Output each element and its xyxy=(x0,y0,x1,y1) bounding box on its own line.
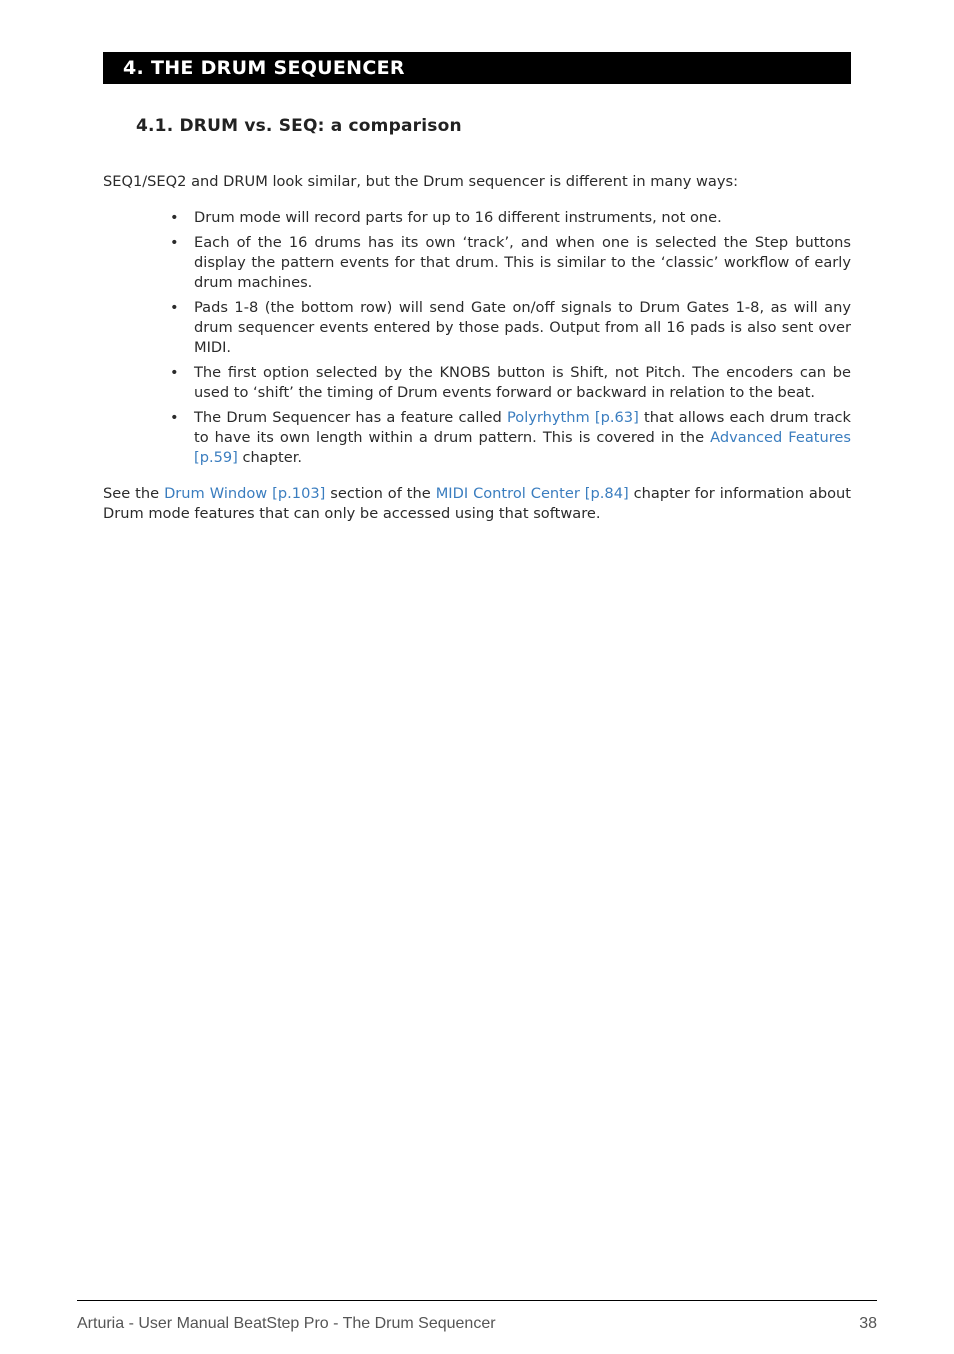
list-item: • The first option selected by the KNOBS button is Shift, not Pitch. The encoders can be used to ‘shift’ the timing of Drum events forward or backward in relation to the beat. xyxy=(194,363,851,403)
midi-control-center-link[interactable]: MIDI Control Center [p.84] xyxy=(435,485,629,502)
closing-text: section of the xyxy=(325,485,436,502)
footer-title: Arturia - User Manual BeatStep Pro - The Drum Sequencer xyxy=(77,1315,496,1332)
list-item-text: chapter. xyxy=(237,449,302,466)
list-item-text: The Drum Sequencer has a feature called xyxy=(194,409,507,426)
polyrhythm-link[interactable]: Polyrhythm [p.63] xyxy=(506,409,639,426)
closing-paragraph xyxy=(103,484,851,524)
page-number: 38 xyxy=(859,1315,877,1332)
main-content xyxy=(103,172,851,524)
comparison-list xyxy=(103,208,851,468)
chapter-title: 4. THE DRUM SEQUENCER xyxy=(123,57,405,79)
closing-text: chapter for information about Drum mode features that can only be accessed using that software. xyxy=(103,485,852,522)
list-item xyxy=(194,408,851,468)
drum-window-link[interactable]: Drum Window [p.103] xyxy=(164,485,326,502)
intro-paragraph: SEQ1/SEQ2 and DRUM look similar, but the Drum sequencer is different in many ways: xyxy=(103,173,739,190)
list-item-text: that allows each drum track to have its own length within a drum pattern. This is covered in the xyxy=(194,409,851,446)
list-item: • Drum mode will record parts for up to 16 different instruments, not one. xyxy=(194,208,851,228)
footer-divider xyxy=(77,1300,877,1301)
section-title: 4.1. DRUM vs. SEQ: a comparison xyxy=(136,116,462,136)
advanced-features-link[interactable]: Advanced Features [p.59] xyxy=(194,429,851,466)
chapter-header-bar xyxy=(103,52,851,84)
closing-text: See the xyxy=(103,485,165,502)
list-item: • Pads 1-8 (the bottom row) will send Gate on/off signals to Drum Gates 1-8, as will any drum sequencer events entered by those pads. Output from all 16 pads is also sent over MIDI. xyxy=(194,298,851,358)
list-item: • Each of the 16 drums has its own ‘track’, and when one is selected the Step buttons display the pattern events for that drum. This is similar to the ‘classic’ workflow of early drum machines. xyxy=(194,233,851,293)
